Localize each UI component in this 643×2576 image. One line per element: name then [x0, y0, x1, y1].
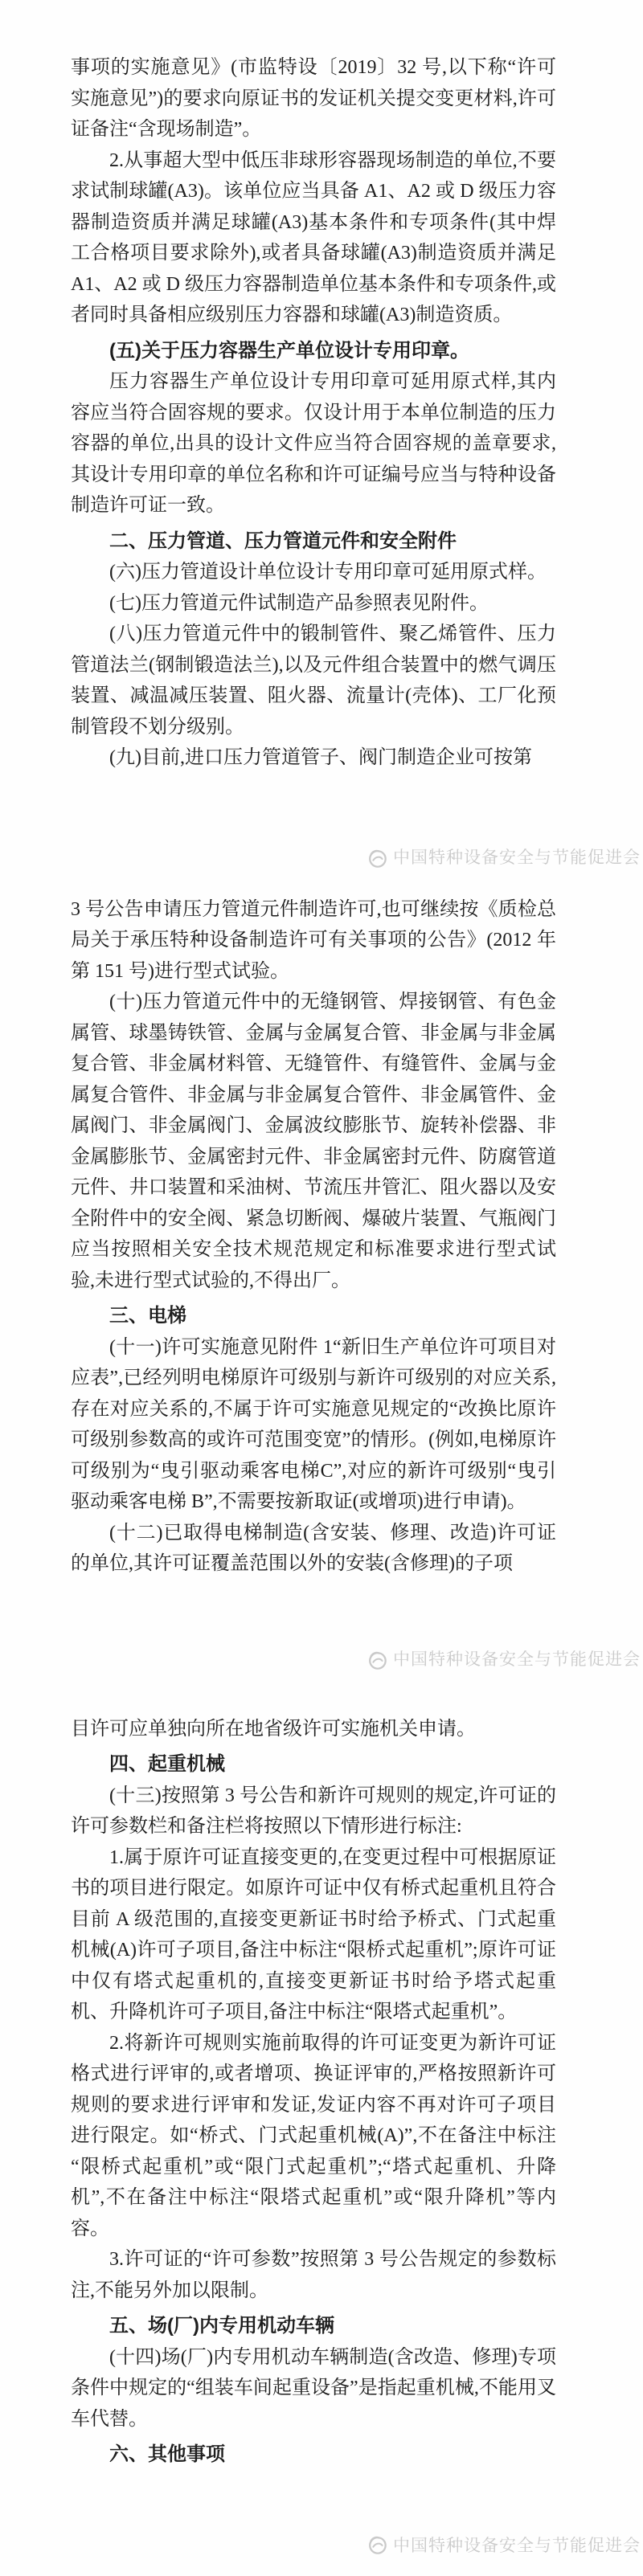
paragraph: (九)目前,进口压力管道管子、阀门制造企业可按第: [109, 747, 532, 768]
paragraph: 目许可应单独向所在地省级许可实施机关申请。: [71, 1718, 476, 1740]
paragraph: (十三)按照第 3 号公告和新许可规则的规定,许可证的许可参数栏和备注栏将按照以下情形进行标注:: [71, 1785, 556, 1837]
paragraph: (十一)许可实施意见附件 1“新旧生产单位许可项目对应表”,已经列明电梯原许可级别与新许可级别的对应关系,存在对应关系的,不属于许可实施意见规定的“改换比原许可级别参数高的或许可范围变宽”的情形。(例如,电梯原许可级别为“曳引驱动乘客电梯C”,对应的新许可级别“曳引驱动乘客电梯 B”,不需要按新取证(或增项)进行申请)。: [71, 1336, 556, 1512]
paragraph: 事项的实施意见》(市监特设〔2019〕32 号,以下称“许可实施意见”)的要求向原证书的发证机关提交变更材料,许可证备注“含现场制造”。: [71, 57, 556, 140]
section-heading: 二、压力管道、压力管道元件和安全附件: [109, 530, 457, 552]
paragraph: (十四)场(厂)内专用机动车辆制造(含改造、修理)专项条件中规定的“组装车间起重设备”是指起重机械,不能用叉车代替。: [71, 2346, 556, 2430]
association-logo-icon: [367, 2534, 387, 2555]
paragraph: (六)压力管道设计单位设计专用印章可延用原式样。: [109, 562, 547, 583]
association-logo-icon: [367, 1650, 387, 1670]
watermark: [367, 1645, 641, 1676]
paragraph: (七)压力管道元件试制造产品参照表见附件。: [109, 592, 489, 614]
paragraph: 3 号公告申请压力管道元件制造许可,也可继续按《质检总局关于承压特种设备制造许可有关事项的公告》(2012 年第 151 号)进行型式试验。: [71, 898, 556, 982]
paragraph: (十二)已取得电梯制造(含安装、修理、改造)许可证的单位,其许可证覆盖范围以外的安装(含修理)的子项: [71, 1522, 556, 1574]
section-heading: 三、电梯: [109, 1305, 186, 1327]
watermark-text: 中国特种设备安全与节能促进会: [393, 848, 641, 867]
paragraph: 3.许可证的“许可参数”按照第 3 号公告规定的参数标注,不能另外加以限制。: [71, 2249, 556, 2301]
watermark-text: 中国特种设备安全与节能促进会: [393, 2537, 641, 2555]
section-heading: 五、场(厂)内专用机动车辆: [109, 2315, 334, 2337]
paragraph: 1.属于原许可证直接变更的,在变更过程中可根据原证书的项目进行限定。如原许可证中仅有桥式起重机且符合目前 A 级范围的,直接变更新证书时给予桥式、门式起重机械(A)许可子项目,备注中标注“限桥式起重机”;原许可证中仅有塔式起重机的,直接变更新证书时给予塔式起重机、升降机许可子项目,备注中标注“限塔式起重机”。: [71, 1846, 556, 2022]
watermark: [367, 2533, 641, 2557]
page-gap: [71, 774, 641, 894]
paragraph: (八)压力管道元件中的锻制管件、聚乙烯管件、压力管道法兰(钢制锻造法兰),以及元件组合装置中的燃气调压装置、减温减压装置、阻火器、流量计(壳体)、工厂化预制管段不划分级别。: [71, 624, 556, 738]
section-heading: 六、其他事项: [109, 2443, 225, 2465]
section-heading: 四、起重机械: [109, 1753, 225, 1775]
paragraph: (十)压力管道元件中的无缝钢管、焊接钢管、有色金属管、球墨铸铁管、金属与金属复合管、非金属与非金属复合管、非金属材料管、无缝管件、有缝管件、金属与金属复合管件、非金属与非金属复合管件、非金属管件、金属阀门、非金属阀门、金属波纹膨胀节、旋转补偿器、非金属膨胀节、金属密封元件、非金属密封元件、防腐管道元件、井口装置和采油树、节流压井管汇、阻火器以及安全附件中的安全阀、紧急切断阀、爆破片装置、气瓶阀门应当按照相关安全技术规范规定和标准要求进行型式试验,未进行型式试验的,不得出厂。: [71, 992, 556, 1291]
paragraph: 压力容器生产单位设计专用印章可延用原式样,其内容应当符合固容规的要求。仅设计用于本单位制造的压力容器的单位,出具的设计文件应当符合固容规的盖章要求,其设计专用印章的单位名称和许可证编号应当与特种设备制造许可证一致。: [71, 371, 556, 516]
paragraph: 2.将新许可规则实施前取得的许可证变更为新许可证格式进行评审的,或者增项、换证评审的,严格按照新许可规则的要求进行评审和发证,发证内容不再对许可子项目进行限定。如“桥式、门式起重机械(A)”,不在备注中标注“限桥式起重机”或“限门式起重机”;“塔式起重机、升降机”,不在备注中标注“限塔式起重机”或“限升降机”等内容。: [71, 2032, 556, 2239]
paragraph: 2.从事超大型中低压非球形容器现场制造的单位,不要求试制球罐(A3)。该单位应当具备 A1、A2 或 D 级压力容器制造资质并满足球罐(A3)基本条件和专项条件(其中焊工合格项目要求除外),或者具备球罐(A3)制造资质并满足 A1、A2 或 D 级压力容器制造单位基本条件和专项条件,或者同时具备相应级别压力容器和球罐(A3)制造资质。: [71, 149, 556, 325]
watermark: [367, 843, 641, 874]
watermark-text: 中国特种设备安全与节能促进会: [393, 1650, 641, 1669]
page-gap: [71, 1580, 641, 1714]
section-heading: (五)关于压力容器生产单位设计专用印章。: [109, 339, 469, 362]
association-logo-icon: [367, 848, 387, 869]
